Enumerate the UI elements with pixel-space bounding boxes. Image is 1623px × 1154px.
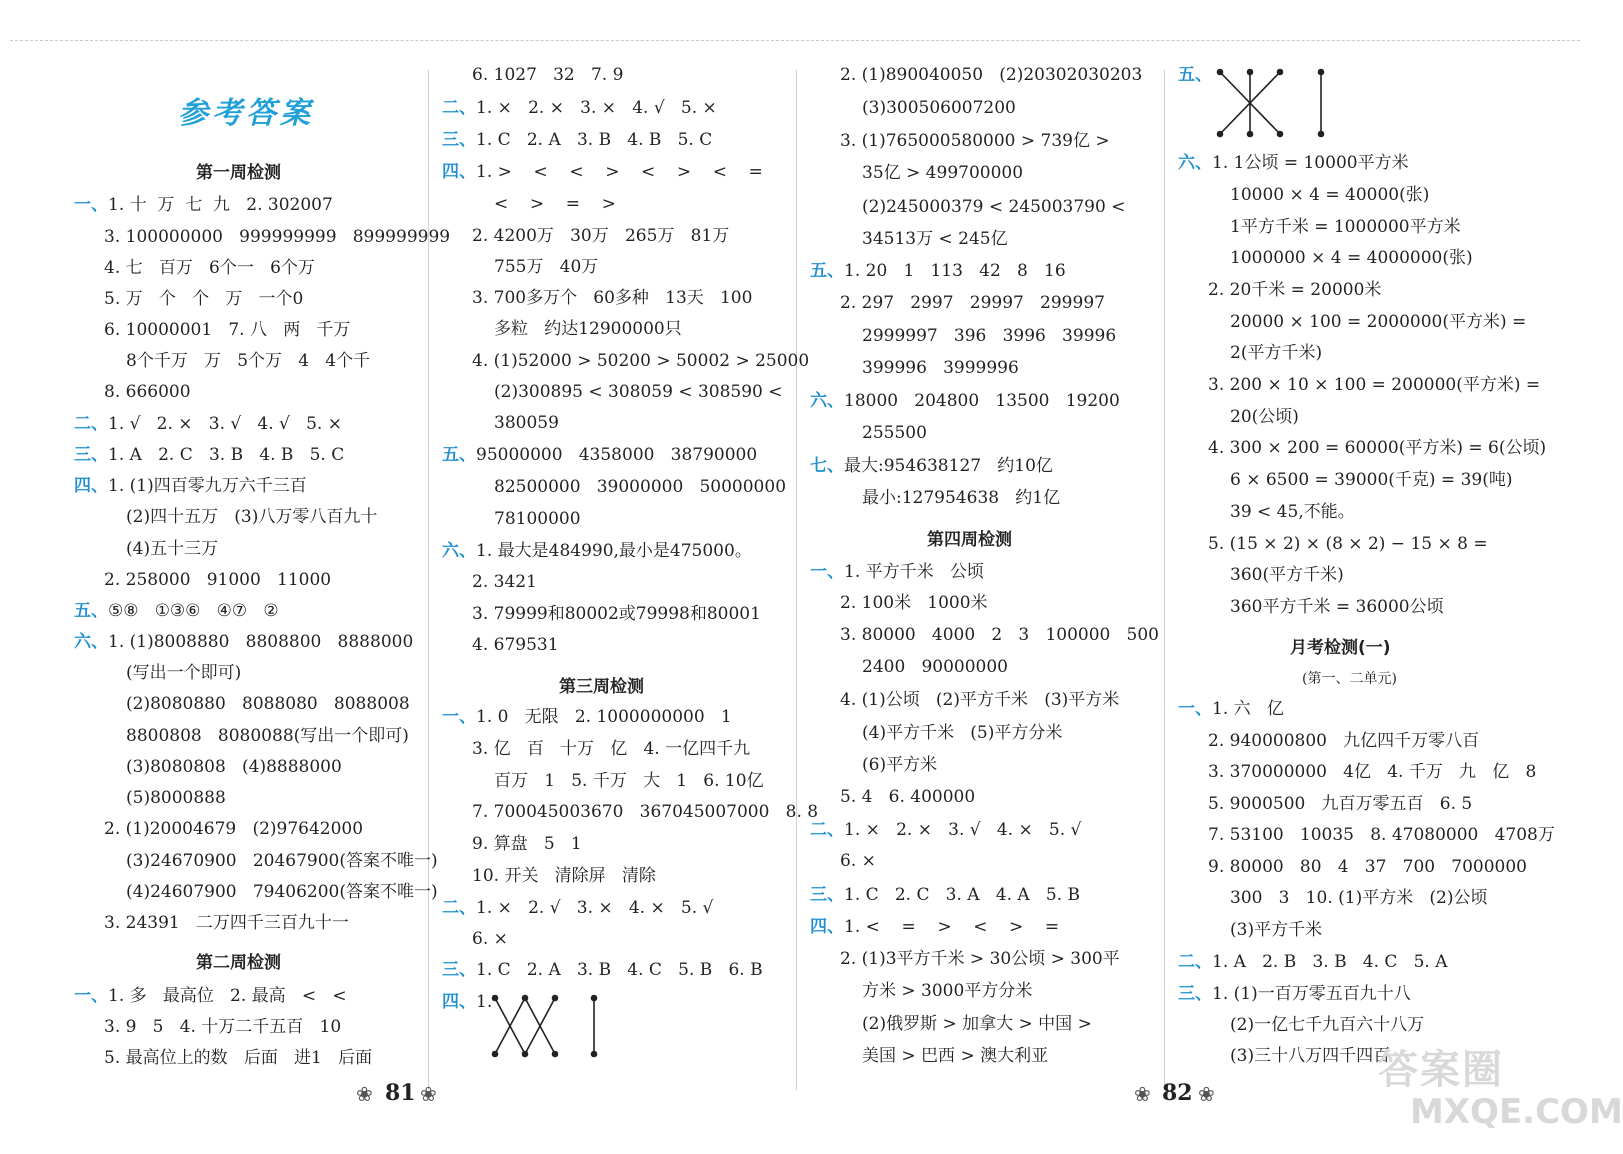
answer-text: 360平方千米 = 36000公顷 [1230,597,1444,617]
answer-line [862,357,1019,379]
answer-line [862,656,1008,678]
answer-text: 3. 80000 4000 2 3 100000 500 [840,625,1159,645]
answer-text: 最大:954638127 约10亿 [844,456,1053,476]
answer-line [74,475,307,497]
answer-line [472,64,623,86]
answer-line [1230,919,1322,941]
answer-line [74,631,413,653]
answer-text: 755万 40万 [494,257,599,277]
answer-line [494,770,764,792]
answer-line [472,350,809,372]
answer-line [126,787,226,809]
answer-text: 35亿 > 499700000 [862,163,1024,183]
answer-text: 5. 9000500 九百万零五百 6. 5 [1208,794,1473,814]
answer-line [1208,730,1479,752]
answer-text: 6. × [472,929,508,949]
answer-text: 1. (1)四百零九万六千三百 [108,476,307,496]
answer-text: 1平方千米 = 1000000平方米 [1230,217,1461,237]
answer-line [104,226,450,248]
question-index: 七、 [810,456,844,476]
answer-text: 3. 79999和80002或79998和80001 [472,604,761,624]
answer-text: (2)一亿七千九百六十八万 [1230,1015,1425,1035]
answer-text: 6. × [840,851,876,871]
answer-line [1208,761,1536,783]
question-index: 五、 [1178,65,1212,85]
answer-text: 美国 > 巴西 > 澳大利亚 [862,1046,1049,1066]
answer-text: 3. 700多万个 60多种 13天 100 [472,288,753,308]
answer-text: 4. (1)公顷 (2)平方千米 (3)平方米 [840,690,1120,710]
answer-text: 3. 9 5 4. 十万二千五百 10 [104,1017,342,1037]
answer-line [1230,469,1512,491]
answer-line [1230,596,1444,618]
flower-icon: ❀ [1134,1082,1151,1106]
answer-text: 最小:127954638 约1亿 [862,488,1061,508]
answer-line [126,662,241,684]
answer-line [862,1045,1048,1067]
question-index: 六、 [442,541,476,561]
answer-text: 2. 100米 1000米 [840,593,988,613]
answer-text: 5. 万 个 个 万 一个0 [104,289,304,309]
answer-text: (3)三十八万四千四百 [1230,1046,1391,1066]
answer-text: 1. (1)8008880 8808800 8888000 [108,632,414,652]
answer-line [494,476,786,498]
answer-text: 255500 [862,423,927,443]
answer-text: 1. 最大是484990,最小是475000。 [476,541,752,561]
answer-text: (2)300895 < 308059 < 308590 < [494,382,783,402]
answer-line [472,865,656,887]
answer-text: 1. > < < > < > < = [476,162,763,182]
answer-line [74,600,279,622]
answer-text: 1. 1公顷 = 10000平方米 [1212,153,1409,173]
flower-icon: ❀ [356,1082,373,1106]
column-divider [428,70,429,1090]
answer-line [1208,374,1540,396]
question-index: 六、 [74,632,108,652]
answer-line [1230,216,1461,238]
answer-line [126,881,438,903]
answer-text: (4)五十三万 [126,539,219,559]
answer-line [1230,247,1473,269]
answer-line [1230,184,1429,206]
answer-line [840,292,1105,314]
answer-line [1230,564,1344,586]
answer-text: 399996 3999996 [862,358,1019,378]
flower-icon: ❀ [420,1082,437,1106]
answer-text: (2)245000379 < 245003790 < [862,197,1126,217]
answer-text: 2. 3421 [472,572,537,592]
answer-line [862,228,1008,250]
answer-line [810,260,1066,282]
answer-line [810,916,1059,938]
question-index: 一、 [74,986,108,1006]
answer-text: 3. 亿 百 十万 亿 4. 一亿四千九 [472,739,751,759]
answer-line [1230,1014,1424,1036]
answer-text: 95000000 4358000 38790000 [476,445,758,465]
answer-text: 1. A 2. C 3. B 4. B 5. C [108,445,345,465]
answer-line [1230,406,1299,428]
question-index: 六、 [810,391,844,411]
answer-line [126,725,409,747]
answer-text: 1. √ 2. × 3. √ 4. √ 5. × [108,414,342,434]
question-index: 一、 [810,562,844,582]
answer-line [840,130,1110,152]
answer-text: 1. 0 无限 2. 1000000000 1 [476,707,732,727]
answer-text: 1000000 × 4 = 4000000(张) [1230,248,1473,268]
answer-line [1178,64,1212,86]
answer-line [810,455,1053,477]
answer-text: 方米 > 3000平方分米 [862,981,1033,1001]
answer-text: 1. 六 亿 [1212,699,1284,719]
answer-line [472,287,752,309]
answer-text: (4)24607900 79406200(答案不唯一) [126,882,438,902]
answer-text: 1. < = > < > = [844,917,1060,937]
matching-diagram [1215,68,1335,140]
answer-text: 1. (1)一百万零五百九十八 [1212,984,1411,1004]
answer-line [104,818,363,840]
question-index: 三、 [810,885,844,905]
answer-text: 2(平方千米) [1230,343,1323,363]
answer-line [862,980,1032,1002]
answer-text: 6. 1027 32 7. 9 [472,65,624,85]
answer-line [1178,983,1411,1005]
answer-text: (2)8080880 8088080 8088008 [126,694,410,714]
answer-line [442,991,492,1013]
answer-text: 20000 × 100 = 2000000(平方米) = [1230,312,1527,332]
question-index: 五、 [74,601,108,621]
answer-text: 7. 53100 10035 8. 47080000 4708万 [1208,825,1555,845]
answer-line [862,487,1060,509]
answer-line [442,161,763,183]
answer-line [1178,698,1284,720]
section-heading: 第三周检测 [559,677,644,697]
answer-line [840,850,876,872]
question-index: 二、 [442,98,476,118]
answer-text: 20(公顷) [1230,407,1299,427]
section-heading: 第四周检测 [927,530,1012,550]
answer-text: 360(平方千米) [1230,565,1344,585]
answer-line [862,754,937,776]
answer-text: 380059 [494,413,559,433]
answer-text: 2. 20千米 = 20000米 [1208,280,1382,300]
answer-text: 多粒 约达12900000只 [494,319,682,339]
answer-text: 9. 80000 80 4 37 700 7000000 [1208,857,1527,877]
answer-line [494,318,682,340]
answer-line [862,97,1016,119]
column-divider [1164,70,1165,1090]
answer-line [862,1013,1092,1035]
answer-line [1208,824,1555,846]
answer-line [74,194,333,216]
column-divider [796,70,797,1090]
answer-text: 7. 700045003670 367045007000 8. 8 [472,802,819,822]
answer-text: 百万 1 5. 千万 大 1 6. 10亿 [494,771,764,791]
answer-text: 1. C 2. A 3. B 4. C 5. B 6. B [476,960,763,980]
answer-text: 5. 4 6. 400000 [840,787,976,807]
question-index: 二、 [810,820,844,840]
answer-text: 6. 10000001 7. 八 两 千万 [104,320,351,340]
answer-line [862,196,1125,218]
answer-line [442,540,752,562]
watermark-url: MXQE.COM [1410,1092,1623,1132]
watermark-logo: 答案圈 [1378,1046,1504,1093]
answer-line [472,603,761,625]
answer-text: 2999997 396 3996 39996 [862,326,1117,346]
matching-diagram [490,992,600,1062]
answer-line [472,225,729,247]
answer-line [126,506,377,528]
question-index: 二、 [442,898,476,918]
answer-line [1230,501,1355,523]
answer-text: 2. 4200万 30万 265万 81万 [472,226,730,246]
answer-line [862,162,1023,184]
answer-text: 4. 七 百万 6个一 6个万 [104,258,315,278]
page-number-right: 82 [1162,1080,1193,1106]
answer-text: 4. 300 × 200 = 60000(平方米) = 6(公顷) [1208,438,1547,458]
section-heading: 第一周检测 [196,163,281,183]
answer-line [1208,793,1472,815]
section-heading: 第二周检测 [196,953,281,973]
answer-line [1230,311,1526,333]
answer-line [442,97,717,119]
answer-line [810,390,1120,412]
answer-text: 34513万 < 245亿 [862,229,1008,249]
answer-text: (2)四十五万 (3)八万零八百九十 [126,507,378,527]
answer-line [442,706,732,728]
answer-text: 2. (1)3平方千米 > 30公顷 > 300平 [840,949,1120,969]
answer-line [1178,152,1409,174]
answer-line [1208,437,1546,459]
question-index: 三、 [442,130,476,150]
answer-line [840,689,1119,711]
answer-text: 4. 679531 [472,635,559,655]
answer-line [104,912,349,934]
answer-line [1230,887,1488,909]
answer-text: 1. 多 最高位 2. 最高 < < [108,986,347,1006]
answer-text: 2. 940000800 九亿四千万零八百 [1208,731,1480,751]
answer-line [126,850,438,872]
page-title: 参考答案 [178,96,314,131]
answer-text: 10. 开关 清除屏 清除 [472,866,656,886]
answer-line [126,756,342,778]
question-index: 五、 [442,445,476,465]
answer-text: 3. (1)765000580000 > 739亿 > [840,131,1110,151]
answer-line [442,129,712,151]
answer-line [104,1016,341,1038]
answer-line [840,948,1120,970]
answer-line [472,928,508,950]
answer-line [74,413,342,435]
question-index: 一、 [74,195,108,215]
answer-text: 8800808 8080088(写出一个即可) [126,726,409,746]
answer-text: 2. (1)890040050 (2)20302030203 [840,65,1143,85]
answer-text: 1. [476,992,493,1012]
answer-line [1230,1045,1390,1067]
answer-text: < > = > [494,194,616,214]
question-index: 四、 [74,476,108,496]
question-index: 一、 [442,707,476,727]
answer-text: 1. C 2. A 3. B 4. B 5. C [476,130,713,150]
answer-text: (2)俄罗斯 > 加拿大 > 中国 > [862,1014,1092,1034]
answer-line [472,801,818,823]
answer-line [442,444,757,466]
answer-line [442,959,763,981]
answer-text: 2. 297 2997 29997 299997 [840,293,1105,313]
answer-text: 300 3 10. (1)平方米 (2)公顷 [1230,888,1488,908]
answer-line [472,833,582,855]
answer-text: 1. 20 1 113 42 8 16 [844,261,1066,281]
answer-text: 2400 90000000 [862,657,1009,677]
answer-text: 5. (15 × 2) × (8 × 2) − 15 × 8 = [1208,534,1488,554]
answer-text: 3. 100000000 999999999 899999999 [104,227,451,247]
answer-text: 1. × 2. × 3. × 4. √ 5. × [476,98,717,118]
answer-text: ⑤⑧ ①③⑥ ④⑦ ② [108,601,279,621]
page-number-left: 81 [385,1080,416,1106]
question-index: 五、 [810,261,844,281]
top-divider [10,40,1580,41]
answer-line [104,381,191,403]
question-index: 三、 [1178,984,1212,1004]
answer-line [126,350,370,372]
answer-line [472,571,537,593]
answer-text: 10000 × 4 = 40000(张) [1230,185,1430,205]
answer-line [472,634,559,656]
section-subheading: (第一、二单元) [1302,671,1397,687]
answer-line [74,985,347,1007]
question-index: 四、 [442,162,476,182]
answer-line [494,193,616,215]
answer-text: (4)平方千米 (5)平方分米 [862,723,1063,743]
answer-line [1178,951,1448,973]
answer-text: 78100000 [494,509,581,529]
answer-line [1230,342,1322,364]
answer-line [126,693,410,715]
answer-line [810,819,1081,841]
answer-line [74,444,344,466]
answer-text: (5)8000888 [126,788,226,808]
answer-text: 1. A 2. B 3. B 4. C 5. A [1212,952,1448,972]
answer-line [442,897,713,919]
answer-line [862,325,1116,347]
question-index: 六、 [1178,153,1212,173]
answer-text: 18000 204800 13500 19200 [844,391,1120,411]
answer-line [126,538,218,560]
answer-text: (3)24670900 20467900(答案不唯一) [126,851,438,871]
answer-line [810,884,1080,906]
question-index: 四、 [442,992,476,1012]
answer-text: 1. 平方千米 公顷 [844,562,984,582]
answer-text: 1. 十 万 七 九 2. 302007 [108,195,333,215]
answer-line [840,786,975,808]
answer-text: (3)平方千米 [1230,920,1323,940]
answer-line [1208,856,1527,878]
flower-icon: ❀ [1198,1082,1215,1106]
answer-text: 8个千万 万 5个万 4 4个千 [126,351,371,371]
answer-text: 1. × 2. × 3. √ 4. × 5. √ [844,820,1082,840]
answer-line [494,508,581,530]
answer-text: 2. 258000 91000 11000 [104,570,332,590]
answer-line [104,1047,372,1069]
answer-text: 82500000 39000000 50000000 [494,477,787,497]
answer-line [104,257,315,279]
answer-text: (3)300506007200 [862,98,1016,118]
section-heading: 月考检测(一) [1290,638,1391,658]
answer-text: (写出一个即可) [126,663,242,683]
answer-line [494,412,559,434]
answer-text: 3. 370000000 4亿 4. 千万 九 亿 8 [1208,762,1537,782]
question-index: 二、 [74,414,108,434]
answer-text: 5. 最高位上的数 后面 进1 后面 [104,1048,373,1068]
answer-text: (6)平方米 [862,755,938,775]
answer-text: 9. 算盘 5 1 [472,834,582,854]
answer-text: 1. × 2. √ 3. × 4. × 5. √ [476,898,714,918]
answer-line [494,381,783,403]
answer-line [862,422,927,444]
answer-text: 3. 24391 二万四千三百九十一 [104,913,349,933]
answer-line [494,256,598,278]
question-index: 三、 [442,960,476,980]
question-index: 三、 [74,445,108,465]
answer-line [840,64,1142,86]
answer-line [810,561,984,583]
answer-line [472,738,750,760]
question-index: 二、 [1178,952,1212,972]
answer-line [840,592,988,614]
answer-text: 4. (1)52000 > 50200 > 50002 > 25000 [472,351,810,371]
question-index: 一、 [1178,699,1212,719]
answer-text: 8. 666000 [104,382,191,402]
answer-line [1208,533,1488,555]
answer-line [104,569,331,591]
answer-text: 39 < 45,不能。 [1230,502,1355,522]
question-index: 四、 [810,917,844,937]
answer-text: 6 × 6500 = 39000(千克) = 39(吨) [1230,470,1513,490]
answer-line [104,288,303,310]
answer-text: 3. 200 × 10 × 100 = 200000(平方米) = [1208,375,1541,395]
answer-text: 1. C 2. C 3. A 4. A 5. B [844,885,1081,905]
answer-line [1208,279,1381,301]
answer-line [104,319,350,341]
answer-text: 2. (1)20004679 (2)97642000 [104,819,364,839]
answer-line [840,624,1159,646]
answer-line [862,722,1062,744]
answer-text: (3)8080808 (4)8888000 [126,757,342,777]
